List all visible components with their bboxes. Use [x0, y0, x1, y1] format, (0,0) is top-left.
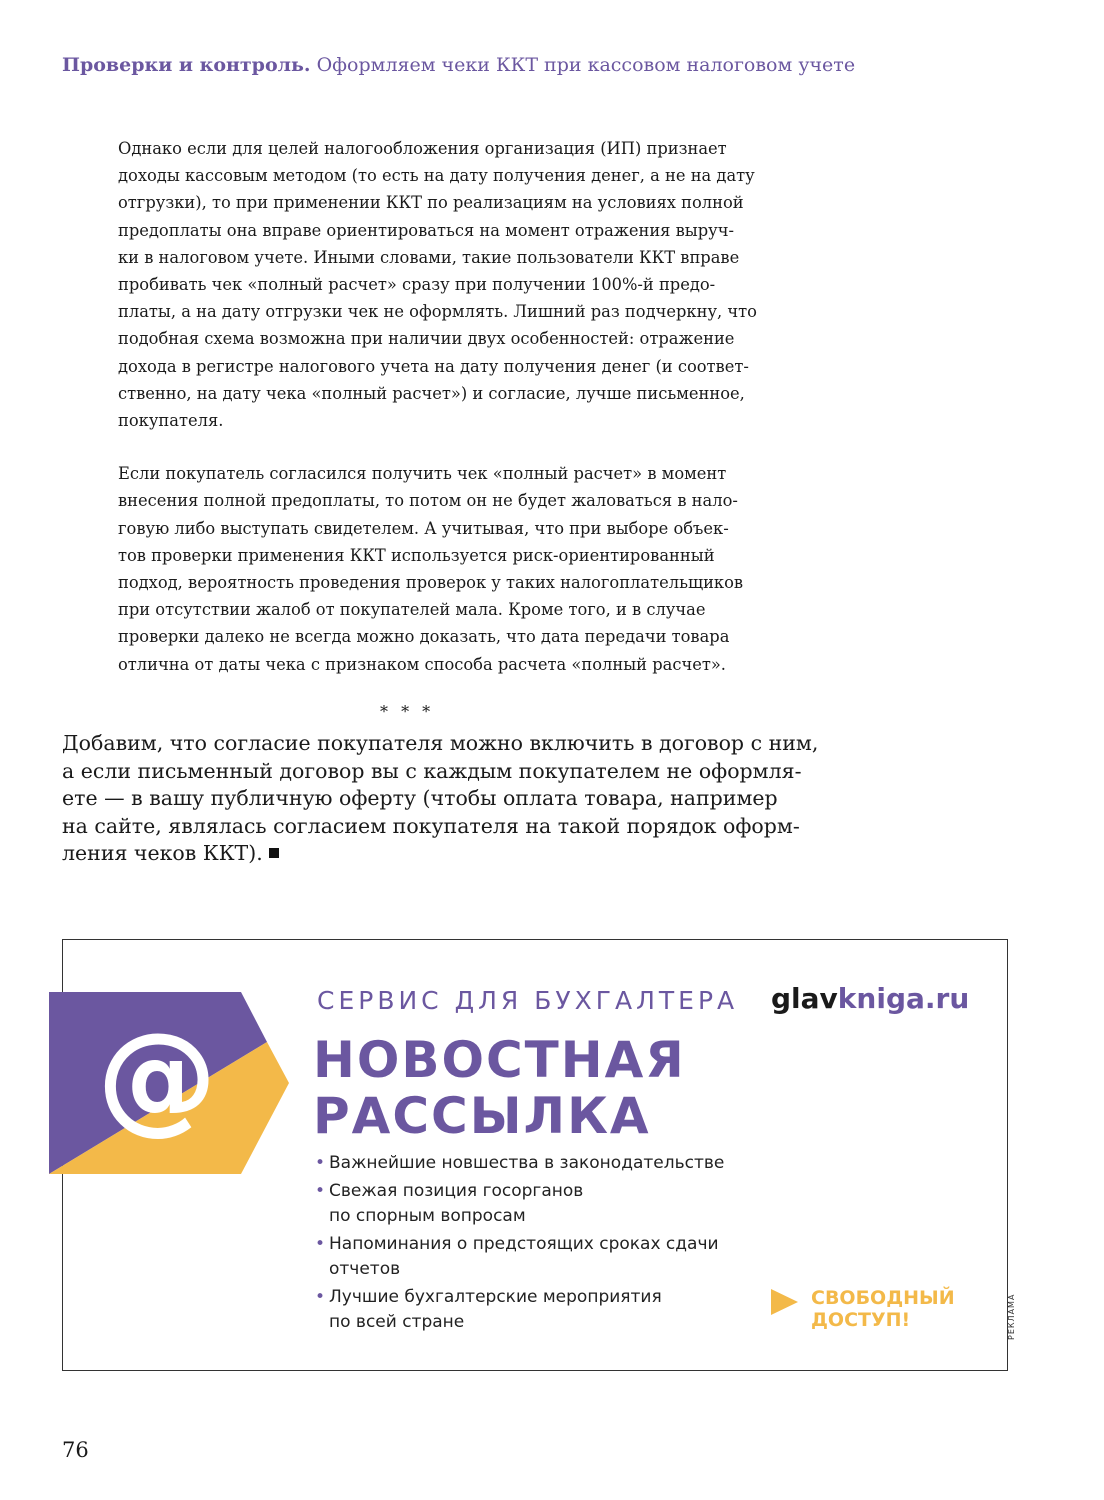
- quote-block: [118, 135, 757, 678]
- page-number: 76: [62, 1438, 89, 1462]
- body-line-last: [62, 840, 752, 868]
- quote-line: подобная схема возможна при наличии двух особенностей: отражение: [118, 329, 735, 349]
- ad-title: [313, 1032, 686, 1144]
- free-access-line1: СВОБОДНЫЙ: [811, 1287, 955, 1309]
- quote-line: пробивать чек «полный расчет» сразу при получении 100%-й предо-: [118, 275, 716, 295]
- ad-title-line2: РАССЫЛКА: [313, 1087, 651, 1145]
- advertisement-tag: РЕКЛАМА: [1007, 1293, 1016, 1340]
- body-paragraph: [62, 730, 819, 868]
- quote-line: Однако если для целей налогообложения организация (ИП) признает: [118, 139, 727, 158]
- quote-line: дохода в регистре налогового учета на дату получения денег (и соответ-: [118, 356, 749, 376]
- quote-line: Если покупатель согласился получить чек «полный расчет» в момент: [118, 464, 727, 484]
- quote-line: при отсутствии жалоб от покупателей мала. Кроме того, и в случае: [118, 600, 706, 620]
- quote-line: внесения полной предоплаты, то потом он не будет жаловаться в нало-: [118, 491, 738, 511]
- ad-feature-item: • Важнейшие новшества в законодательстве: [315, 1151, 749, 1176]
- play-arrow-icon: [771, 1289, 798, 1315]
- logo-at-symbol: @: [97, 1008, 217, 1147]
- ad-feature-item: • Напоминания о предстоящих сроках сдачи отчетов: [315, 1232, 729, 1282]
- quote-line: говую либо выступать свидетелем. А учитывая, что при выборе объек-: [118, 518, 729, 538]
- end-of-article-mark: [269, 848, 279, 858]
- quote-line: тов проверки применения ККТ используется риск-ориентированный: [118, 545, 715, 565]
- ad-site-part1: glav: [771, 982, 838, 1015]
- ad-site-part2: kniga.ru: [837, 982, 970, 1015]
- ad-feature-list: [315, 1151, 749, 1338]
- at-sign-logo-icon: [49, 992, 289, 1174]
- quote-line: проверки далеко не всегда можно доказать, что дата передачи товара: [118, 627, 730, 647]
- body-line: ления чеков ККТ).: [62, 841, 263, 865]
- quote-line: доходы кассовым методом (то есть на дату получения денег, а не на дату: [118, 166, 755, 186]
- header-section: Проверки и контроль.: [62, 54, 311, 76]
- ad-feature-item: • Лучшие бухгалтерские мероприятия по всей стране: [315, 1285, 669, 1335]
- body-line: на сайте, являлась согласием покупателя на такой порядок оформ-: [62, 813, 800, 838]
- section-separator: * * *: [380, 702, 435, 721]
- body-line: а если письменный договор вы с каждым покупателем не оформля-: [62, 758, 802, 783]
- header-subtitle: Оформляем чеки ККТ при кассовом налоговом учете: [316, 54, 856, 76]
- body-line: ете — в вашу публичную оферту (чтобы оплата товара, например: [62, 786, 778, 810]
- advertisement[interactable]: [62, 939, 1008, 1371]
- quote-line: отгрузки), то при применении ККТ по реализациям на условиях полной: [118, 193, 744, 213]
- quote-line: платы, а на дату отгрузки чек не оформлять. Лишний раз подчеркну, что: [118, 302, 757, 322]
- quote-line: предоплаты она вправе ориентироваться на момент отражения выруч-: [118, 220, 735, 240]
- quote-line: покупателя.: [118, 411, 224, 431]
- ad-subtitle: СЕРВИС ДЛЯ БУХГАЛТЕРА: [317, 986, 739, 1015]
- free-access-text: [811, 1287, 955, 1331]
- ad-site-link[interactable]: [771, 982, 969, 1015]
- quote-line: отлична от даты чека с признаком способа расчета «полный расчет».: [118, 654, 726, 674]
- ad-title-line1: НОВОСТНАЯ: [313, 1031, 686, 1089]
- quote-line: подход, вероятность проведения проверок у таких налогоплательщиков: [118, 573, 744, 593]
- free-access-line2: ДОСТУП!: [811, 1309, 911, 1331]
- body-line: Добавим, что согласие покупателя можно включить в договор с ним,: [62, 731, 819, 755]
- ad-feature-item: • Свежая позиция госорганов по спорным вопросам: [315, 1179, 599, 1229]
- quote-line: ственно, на дату чека «полный расчет») и согласие, лучше письменное,: [118, 383, 745, 403]
- quote-line: ки в налоговом учете. Иными словами, такие пользователи ККТ вправе: [118, 247, 740, 267]
- running-header: [62, 54, 855, 76]
